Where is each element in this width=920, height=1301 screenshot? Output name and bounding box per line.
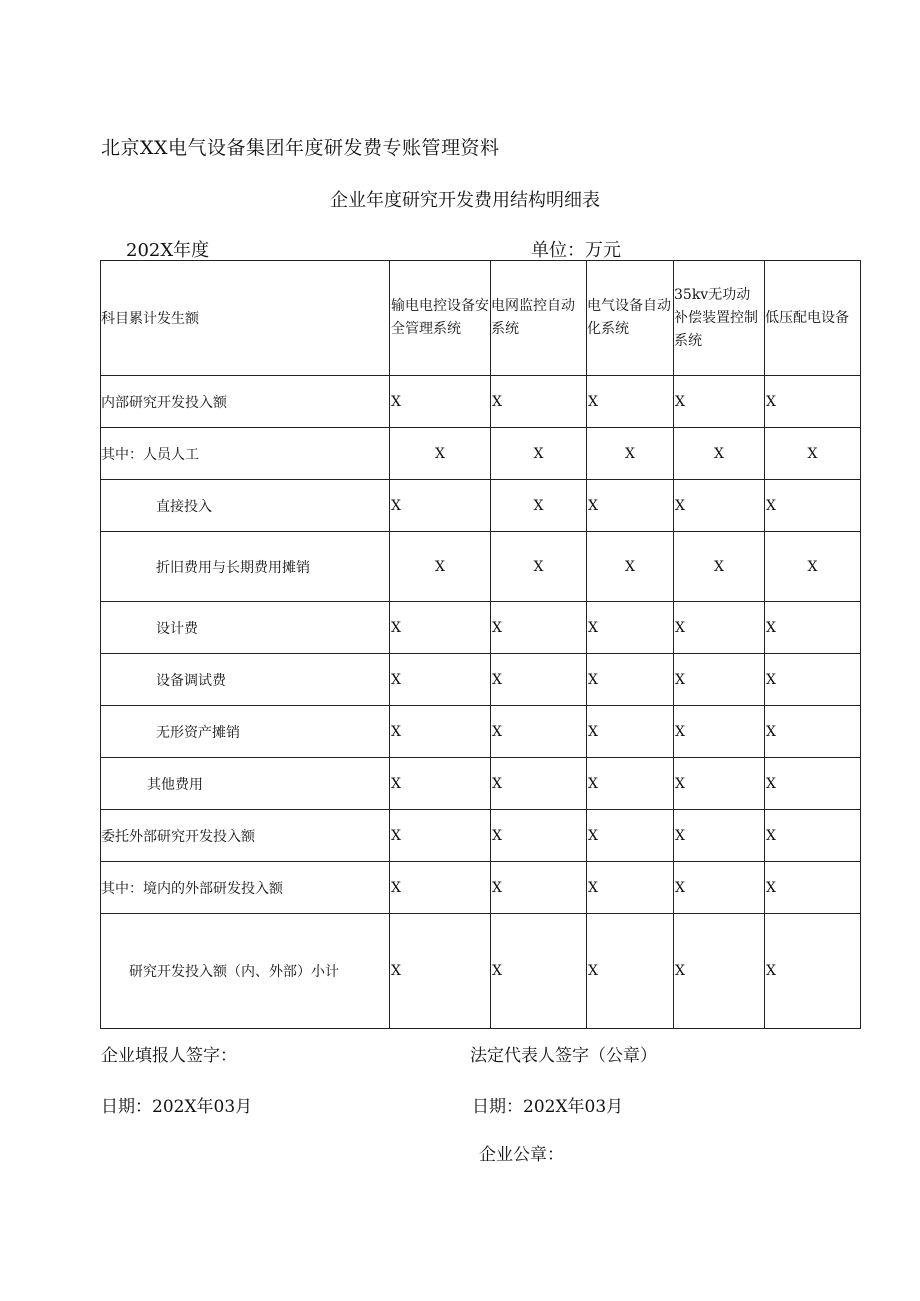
table-row (101, 602, 861, 654)
table-cell: X (390, 758, 491, 810)
table-row (101, 914, 861, 1029)
table-cell: X (390, 532, 491, 602)
table-row (101, 862, 861, 914)
table-cell: X (491, 532, 587, 602)
row-label: 直接投入 (101, 480, 390, 532)
table-cell: X (390, 376, 491, 428)
table-row (101, 706, 861, 758)
table-row (101, 376, 861, 428)
table-cell: X (390, 654, 491, 706)
row-label: 折旧费用与长期费用摊销 (101, 532, 390, 602)
column-header: 输电电控设备安全管理系统 (390, 261, 491, 376)
table-cell: X (674, 480, 765, 532)
row-label: 内部研究开发投入额 (101, 376, 390, 428)
table-cell: X (674, 654, 765, 706)
table-cell: X (765, 862, 861, 914)
table-cell: X (491, 706, 587, 758)
table-cell: X (674, 862, 765, 914)
year-label: 202X年度 (126, 240, 210, 261)
table-row (101, 428, 861, 480)
table-cell: X (587, 654, 674, 706)
date-left: 日期：202X年03月 (101, 1097, 253, 1117)
row-label: 研究开发投入额（内、外部）小计 (101, 914, 390, 1029)
expense-table (100, 260, 861, 1029)
table-cell: X (390, 862, 491, 914)
unit-label: 单位：万元 (531, 240, 621, 261)
row-label: 其他费用 (101, 758, 390, 810)
column-header: 35kv无功动补偿装置控制系统 (674, 261, 765, 376)
table-title: 企业年度研究开发费用结构明细表 (330, 190, 600, 211)
table-cell: X (765, 914, 861, 1029)
table-cell: X (390, 602, 491, 654)
table-cell: X (674, 602, 765, 654)
table-cell: X (765, 376, 861, 428)
table-cell: X (765, 480, 861, 532)
table-cell: X (587, 532, 674, 602)
table-cell: X (587, 862, 674, 914)
table-cell: X (587, 480, 674, 532)
table-cell: X (765, 654, 861, 706)
row-label: 设备调试费 (101, 654, 390, 706)
date-right: 日期：202X年03月 (472, 1097, 624, 1117)
table-row (101, 758, 861, 810)
row-label: 其中：人员人工 (101, 428, 390, 480)
table-cell: X (765, 810, 861, 862)
table-cell: X (674, 428, 765, 480)
table-cell: X (587, 602, 674, 654)
table-cell: X (491, 862, 587, 914)
table-cell: X (587, 810, 674, 862)
table-cell: X (491, 480, 587, 532)
company-seal-label: 企业公章： (479, 1145, 564, 1165)
table-cell: X (765, 532, 861, 602)
table-row (101, 654, 861, 706)
table-cell: X (491, 810, 587, 862)
table-cell: X (390, 480, 491, 532)
column-header: 电网监控自动系统 (491, 261, 587, 376)
table-cell: X (491, 758, 587, 810)
column-header: 电气设备自动化系统 (587, 261, 674, 376)
table-cell: X (587, 706, 674, 758)
table-cell: X (390, 810, 491, 862)
table-cell: X (587, 758, 674, 810)
row-label: 设计费 (101, 602, 390, 654)
header-row (101, 261, 861, 376)
table-cell: X (674, 532, 765, 602)
corner-header: 科目累计发生额 (101, 261, 390, 376)
table-cell: X (674, 914, 765, 1029)
table-cell: X (674, 758, 765, 810)
table-cell: X (491, 914, 587, 1029)
row-label: 其中：境内的外部研发投入额 (101, 862, 390, 914)
table-row (101, 810, 861, 862)
table-cell: X (674, 810, 765, 862)
document-title: 北京XX电气设备集团年度研发费专账管理资料 (101, 137, 500, 159)
table-cell: X (765, 602, 861, 654)
table-cell: X (587, 914, 674, 1029)
table-cell: X (674, 706, 765, 758)
table-cell: X (390, 706, 491, 758)
legal-rep-label: 法定代表人签字（公章） (470, 1046, 657, 1066)
table-cell: X (765, 428, 861, 480)
table-cell: X (765, 758, 861, 810)
row-label: 无形资产摊销 (101, 706, 390, 758)
table-row (101, 480, 861, 532)
table-row (101, 532, 861, 602)
table-cell: X (765, 706, 861, 758)
table-cell: X (491, 602, 587, 654)
table-cell: X (491, 428, 587, 480)
column-header: 低压配电设备 (765, 261, 861, 376)
table-cell: X (390, 428, 491, 480)
table-cell: X (390, 914, 491, 1029)
row-label: 委托外部研究开发投入额 (101, 810, 390, 862)
signer-label: 企业填报人签字： (101, 1046, 237, 1066)
table-cell: X (587, 428, 674, 480)
table-cell: X (674, 376, 765, 428)
table-cell: X (491, 376, 587, 428)
table-cell: X (491, 654, 587, 706)
table-cell: X (587, 376, 674, 428)
